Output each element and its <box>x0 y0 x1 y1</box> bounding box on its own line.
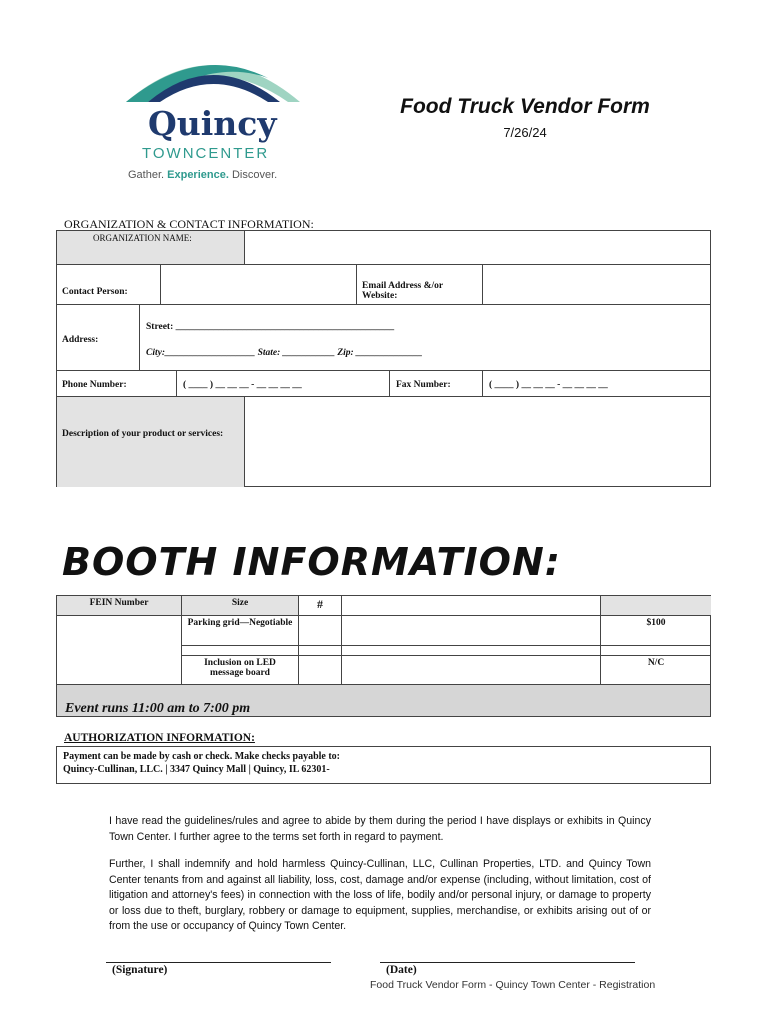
logo-tagline: Gather. Experience. Discover. <box>128 169 278 181</box>
date-label: (Date) <box>386 964 417 976</box>
led-notes <box>342 656 601 685</box>
payment-note: Payment can be made by cash or check. Make checks payable to: <box>63 751 341 762</box>
phone-label: Phone Number: <box>57 371 177 397</box>
address-label: Address: <box>57 305 140 371</box>
form-title: Food Truck Vendor Form <box>400 95 650 118</box>
org-name-label: ORGANIZATION NAME: <box>57 231 245 265</box>
led-size: Inclusion on LED message board <box>182 656 299 685</box>
spacer-row <box>299 646 342 656</box>
led-price: N/C <box>647 658 665 668</box>
signature-line[interactable] <box>106 962 331 963</box>
size-header: Size <box>182 596 299 616</box>
quincy-town-center-logo <box>118 48 308 188</box>
parking-size: Parking grid—Negotiable <box>182 616 299 646</box>
phone-field[interactable]: ( ____ ) __ __ __ - __ __ __ __ <box>177 371 390 397</box>
email-label: Email Address &/or Website: <box>357 265 483 305</box>
price-header <box>601 596 711 616</box>
street-line[interactable]: Street: ______________________________________________ <box>146 322 395 332</box>
description-label: Description of your product or services: <box>57 397 245 487</box>
logo-brand: Quincy <box>148 104 277 143</box>
count-header: # <box>299 596 342 616</box>
org-name-field[interactable] <box>245 231 711 265</box>
spacer-row <box>342 646 601 656</box>
parking-price: $100 <box>601 616 711 646</box>
authorization-box <box>56 746 711 784</box>
fax-label: Fax Number: <box>390 371 483 397</box>
authorization-heading: AUTHORIZATION INFORMATION: <box>64 732 255 744</box>
led-count-field[interactable] <box>299 656 342 685</box>
event-times: Event runs 11:00 am to 7:00 pm <box>56 684 711 717</box>
page-footer: Food Truck Vendor Form - Quincy Town Center - Registration <box>370 979 656 991</box>
description-field[interactable] <box>245 397 711 487</box>
payee-address: Quincy-Cullinan, LLC. | 3347 Quincy Mall | Quincy, IL 62301- <box>63 764 330 775</box>
agreement-paragraph-2: Further, I shall indemnify and hold harmless Quincy-Cullinan, LLC, Cullinan Properties, LTD. and Quincy Town Center tenants from and against all liability, loss, cost, damage and/or expense (including, without limitation, cost of litigation and attorney's fees) in connection with the loss of life, bodily and/or personal injury, or damage to property or loss due to theft, burglary, robbery or damage to equipment, supplies, merchandise, or exhibits arising out of or from the use or occupancy of Quincy Town Center. <box>109 858 651 932</box>
city-state-zip-line[interactable]: City:___________________ State: ___________ Zip: ______________ <box>146 348 423 358</box>
email-field[interactable] <box>483 265 711 305</box>
date-line[interactable] <box>380 962 635 963</box>
spacer-row <box>182 646 299 656</box>
org-section-title: ORGANIZATION & CONTACT INFORMATION: <box>64 217 314 231</box>
fein-header: FEIN Number <box>57 596 182 616</box>
org-contact-table <box>56 230 711 487</box>
booth-heading: BOOTH INFORMATION: <box>62 540 561 584</box>
address-field[interactable] <box>140 305 711 371</box>
logo-subtitle: TOWNCENTER <box>142 145 270 162</box>
booth-table <box>56 595 711 685</box>
contact-person-field[interactable] <box>161 265 357 305</box>
signature-label: (Signature) <box>112 964 168 976</box>
parking-count-field[interactable] <box>299 616 342 646</box>
form-date: 7/26/24 <box>503 125 547 140</box>
spacer-row <box>601 646 711 656</box>
agreement-paragraph-1: I have read the guidelines/rules and agree to abide by them during the period I have displays or exhibits in Quincy Town Center. I further agree to the terms set forth in regard to payment. <box>109 815 651 843</box>
contact-person-label: Contact Person: <box>57 265 161 305</box>
parking-notes <box>342 616 601 646</box>
header-blank <box>342 596 601 616</box>
fein-field[interactable] <box>57 616 182 685</box>
fax-field[interactable]: ( ____ ) __ __ __ - __ __ __ __ <box>483 371 711 397</box>
